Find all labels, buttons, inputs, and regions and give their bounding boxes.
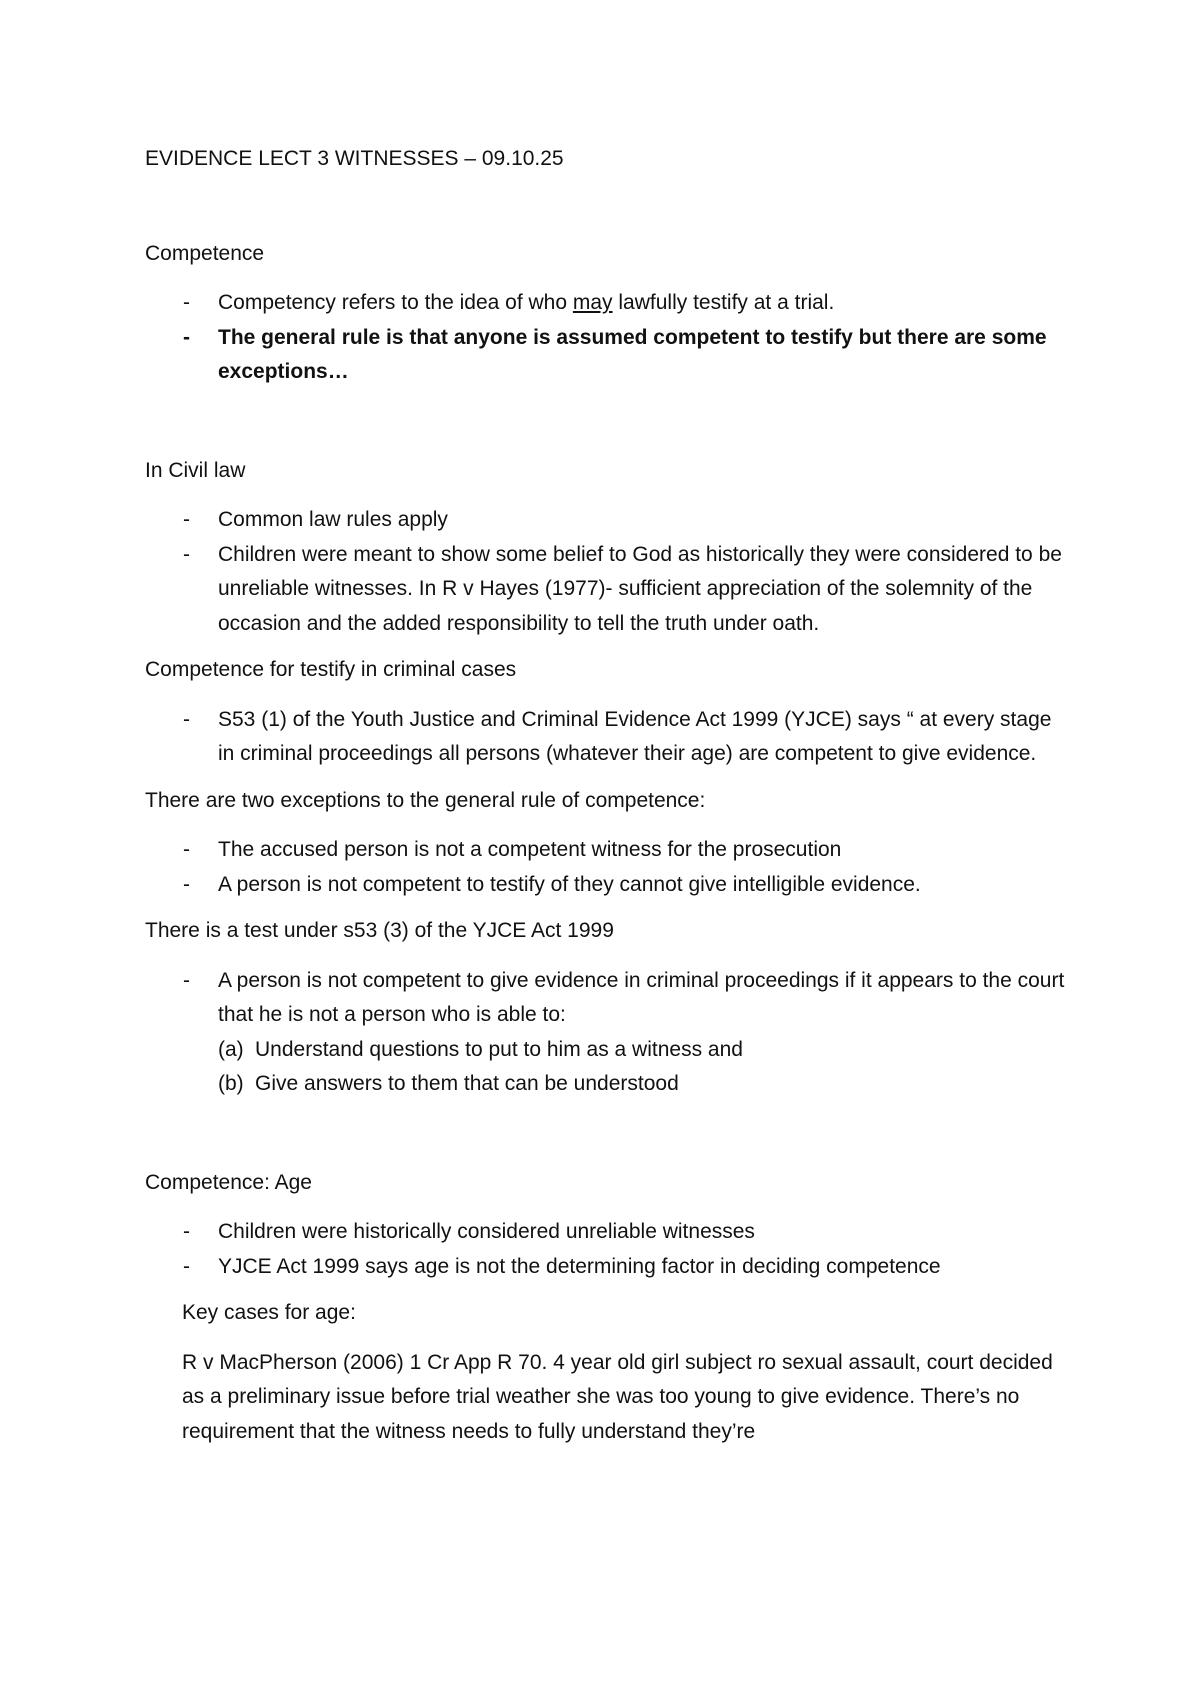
sub-item-b [145, 1067, 1065, 1102]
list-item [145, 1250, 1065, 1285]
heading-s53-test: There is a test under s53 (3) of the YJCE Act 1999 [145, 919, 614, 942]
bullet-dash: - [183, 542, 190, 566]
list-item-text: S53 (1) of the Youth Justice and Criminal Evidence Act 1999 (YJCE) says “ at every stage in criminal proceedings all persons (whatever their age) are competent to give evidence. [218, 707, 1052, 765]
heading-competence: Competence [145, 241, 265, 265]
list-item [145, 868, 1065, 903]
list-item-text: The accused person is not a competent witness for the prosecution [218, 838, 842, 861]
list-item-text: Children were meant to show some belief to God as historically they were considered to be unreliable witnesses. In R v Hayes (1977)- sufficient appreciation of the solemnity of the occasion and the added responsibility to tell the truth under oath. [218, 542, 1062, 635]
bullet-dash: - [183, 968, 190, 992]
competence-list [145, 286, 1065, 390]
sub-item-text: Understand questions to put to him as a witness and [255, 1037, 743, 1061]
list-item-text: A person is not competent to testify of they cannot give intelligible evidence. [218, 872, 921, 896]
list-item [145, 703, 1065, 772]
bullet-dash: - [183, 838, 190, 861]
list-item [145, 503, 1065, 538]
heading-civil-law: In Civil law [145, 458, 246, 482]
list-item [145, 833, 1065, 868]
list-item [145, 321, 1065, 390]
test-list [145, 964, 1065, 1033]
heading-exceptions: There are two exceptions to the general rule of competence: [145, 788, 706, 812]
bullet-dash: - [183, 707, 190, 731]
bullet-dash: - [183, 1254, 190, 1278]
list-item-text: lawfully testify at a trial. [612, 291, 835, 314]
list-item-text: Competency refers to the idea of who [218, 291, 573, 314]
bullet-dash: - [183, 872, 190, 896]
sub-item-label: (a) [218, 1037, 244, 1061]
list-item [145, 538, 1065, 642]
list-item-text: A person is not competent to give evidence in criminal proceedings if it appears to the court that he is not a person who is able to: [218, 968, 1065, 1026]
document-title: EVIDENCE LECT 3 WITNESSES – 09.10.25 [145, 147, 564, 170]
bullet-dash: - [183, 508, 190, 531]
list-item-text: The general rule is that anyone is assumed competent to testify but there are some exceptions… [218, 325, 1047, 383]
civil-list [145, 503, 1065, 641]
sub-item-text: Give answers to them that can be understood [255, 1072, 679, 1095]
case-paragraph: R v MacPherson (2006) 1 Cr App R 70. 4 year old girl subject ro sexual assault, court decided as a preliminary issue before trial weather she was too young to give evidence. There’s no requirement that the witness needs to fully understand they’re [182, 1350, 1053, 1443]
list-item-text: Common law rules apply [218, 508, 448, 531]
heading-competence-age: Competence: Age [145, 1170, 312, 1194]
key-cases-heading: Key cases for age: [182, 1301, 356, 1324]
list-item [145, 1215, 1065, 1250]
list-item-text: YJCE Act 1999 says age is not the determining factor in deciding competence [218, 1254, 941, 1278]
document-page [145, 142, 1065, 1449]
list-item-text: Children were historically considered unreliable witnesses [218, 1220, 755, 1243]
heading-criminal-cases: Competence for testify in criminal cases [145, 658, 517, 681]
sub-item-label: (b) [218, 1072, 244, 1095]
underlined-word: may [572, 291, 613, 314]
sub-item-a [145, 1033, 1065, 1068]
bullet-dash: - [183, 325, 190, 349]
age-list [145, 1215, 1065, 1284]
criminal-list [145, 703, 1065, 772]
bullet-dash: - [183, 291, 190, 314]
bullet-dash: - [183, 1220, 190, 1243]
exceptions-list [145, 833, 1065, 902]
list-item [145, 964, 1065, 1033]
list-item [145, 286, 1065, 321]
